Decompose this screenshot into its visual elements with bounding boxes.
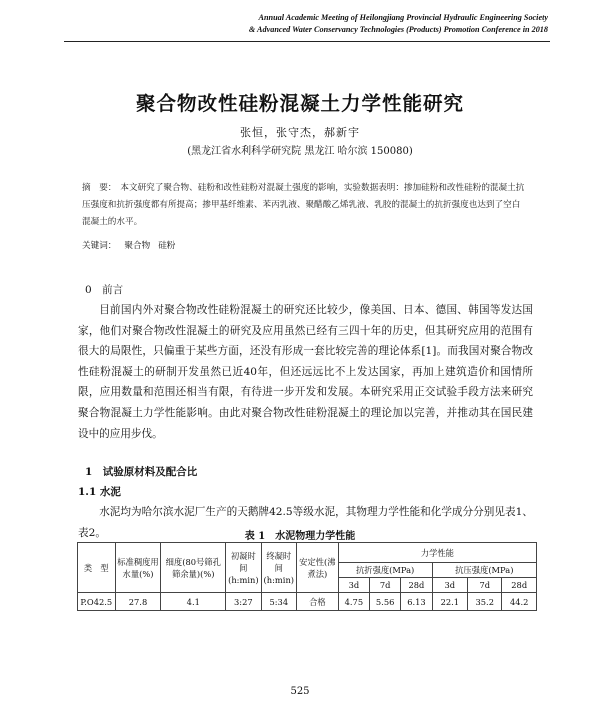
keywords-label: 关键词： [82, 241, 117, 251]
header-line-2: & Advanced Water Conservancy Technologies (Products) Promotion Conference in 2018 [248, 25, 548, 34]
header-consistency: 标准稠度用水量(%) [115, 543, 161, 593]
header-flexural: 抗折强度(MPa) [338, 563, 432, 578]
header-line-1: Annual Academic Meeting of Heilongjiang Provincial Hydraulic Engineering Society [258, 13, 548, 22]
abstract-text: 本文研究了聚合物、硅粉和改性硅粉对混凝土强度的影响，实验数据表明：掺加硅粉和改性硅粉的混凝土抗压强度和抗折强度都有所提高；掺甲基纤维素、苯丙乳液、聚醋酸乙烯乳液、乳胶的混凝土的抗折强度也达到了空白混凝土的水平。 [82, 183, 525, 227]
cell-initial-set: 3:27 [226, 593, 261, 611]
section-heading-1-1: 1.1 水泥 [78, 486, 121, 498]
keyword-item: 聚合物 [124, 241, 151, 251]
section-heading-1: 1 试验原材料及配合比 [85, 466, 198, 478]
affiliation: (黑龙江省水利科学研究院 黑龙江 哈尔滨 150080) [187, 146, 413, 157]
header-flex-3d: 3d [338, 578, 369, 593]
cell-comp-3d: 22.1 [432, 593, 467, 611]
header-comp-28d: 28d [502, 578, 537, 593]
cement-properties-table [77, 542, 537, 611]
cell-type: P.O42.5 [78, 593, 116, 611]
keywords [82, 239, 527, 251]
header-type: 类 型 [78, 543, 116, 593]
header-soundness: 安定性(沸煮法) [297, 543, 339, 593]
header-initial-set: 初凝时间(h:min) [226, 543, 261, 593]
abstract [82, 180, 527, 231]
table-row [78, 593, 537, 611]
cell-comp-28d: 44.2 [502, 593, 537, 611]
cell-final-set: 5:34 [261, 593, 296, 611]
running-header [249, 12, 548, 36]
header-compressive: 抗压强度(MPa) [432, 563, 536, 578]
header-fineness: 细度(80号筛孔筛余量)(%) [161, 543, 226, 593]
header-flex-28d: 28d [401, 578, 432, 593]
header-mechanical: 力学性能 [338, 543, 536, 563]
header-comp-7d: 7d [468, 578, 502, 593]
cell-flex-7d: 5.56 [370, 593, 401, 611]
cell-consistency: 27.8 [115, 593, 161, 611]
cell-flex-3d: 4.75 [338, 593, 369, 611]
authors: 张恒，张守杰，郝新宇 [240, 126, 360, 139]
cement-paragraph: 水泥均为哈尔滨水泥厂生产的天鹅牌42.5等级水泥，其物理力学性能和化学成分分别见表1、表2。 [78, 506, 533, 539]
cell-soundness: 合格 [297, 593, 339, 611]
header-final-set: 终凝时间(h:min) [261, 543, 296, 593]
section-heading-intro: 0 前言 [85, 284, 124, 296]
paper-title: 聚合物改性硅粉混凝土力学性能研究 [135, 92, 464, 115]
cell-comp-7d: 35.2 [468, 593, 502, 611]
intro-paragraph: 目前国内外对聚合物改性硅粉混凝土的研究还比较少，像美国、日本、德国、韩国等发达国家，他们对聚合物改性混凝土的研究及应用虽然已经有三四十年的历史，但其研究应用的范围有很大的局限性，只偏重于某些方面，还没有形成一套比较完善的理论体系[1]。而我国对聚合物改性硅粉混凝土的研制开发虽然已近40年，但还远远比不上发达国家，再加上建筑造价和国情所限，应用数量和范围还相当有限，有待进一步开发和发展。本研究采用正交试验手段方法来研究聚合物混凝土力学性能影响。由此对聚合物改性硅粉混凝土的理论加以完善，并推动其在国民建设中的应用步伐。 [78, 304, 533, 440]
cell-flex-28d: 6.13 [401, 593, 432, 611]
header-rule [64, 41, 550, 42]
header-flex-7d: 7d [370, 578, 401, 593]
header-comp-3d: 3d [432, 578, 467, 593]
table-caption: 表 1 水泥物理力学性能 [244, 531, 356, 542]
keyword-item: 硅粉 [158, 241, 176, 251]
abstract-label: 摘 要： [82, 183, 117, 193]
cell-fineness: 4.1 [161, 593, 226, 611]
page-number: 525 [290, 686, 310, 697]
